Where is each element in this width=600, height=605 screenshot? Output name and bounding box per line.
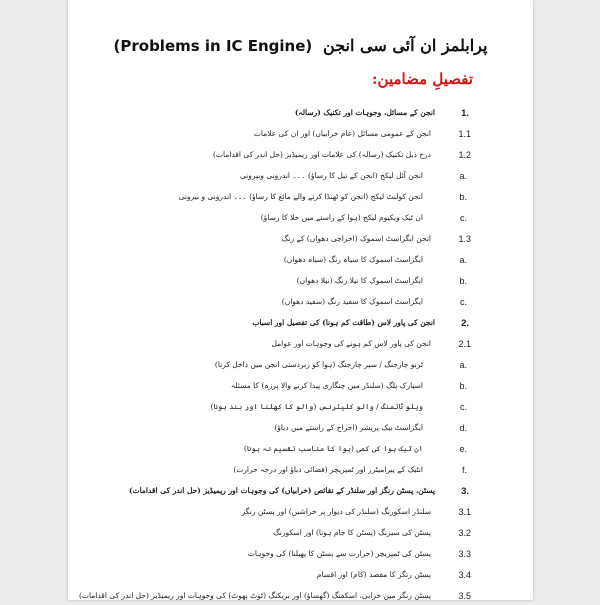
toc-entry <box>68 171 533 185</box>
toc-entry-title: پسٹن رنگز کا مقصد (کام) اور اقسام <box>316 570 431 579</box>
toc-entry-title: درج ذیل تکنیک (رسالہ) کی علامات اور ریمیڈیز (حل اندر کی اقدامات) <box>212 150 431 159</box>
toc-entry-number: 3.3 <box>458 549 471 559</box>
toc-entry-title: ایگزاسٹ اسموک کا نیلا رنگ (نیلا دھواں) <box>296 276 423 285</box>
toc-entry-number: 1.2 <box>458 150 471 160</box>
toc-entry-title: انجن کے مسائل، وجوہات اور تکنیک (رسالہ) <box>294 108 435 117</box>
toc-entry <box>68 423 533 437</box>
toc-entry-title: انجن کے عمومی مسائل (عام خرابیاں) اور ان کی علامات <box>253 129 431 138</box>
toc-entry-title: پسٹن، پسٹن رنگز اور سلنڈر کے نقائص (خرابیاں) کی وجوہات اور ریمیڈیز (حل اندر کی اقدامات) <box>128 486 435 495</box>
toc-entry-number: d. <box>459 423 467 433</box>
toc-entry-number: f. <box>461 465 467 475</box>
toc-entry-title: ان ٹیک ویکیوم لیکج (ہوا کے راستے میں خلا کا رساؤ) <box>260 213 423 222</box>
toc-entry-number: 1.3 <box>458 234 471 244</box>
toc-entry <box>68 444 533 458</box>
page-title-english: (Problems in IC Engine) <box>113 37 313 55</box>
toc-entry-number: c. <box>459 213 467 223</box>
toc-entry-title: ایگزاسٹ اسموک کا سیاہ رنگ (سیاہ دھواں) <box>283 255 423 264</box>
toc-entry <box>68 339 533 353</box>
toc-entry-number: 3.2 <box>458 528 471 538</box>
toc-entry-number: 3.1 <box>458 507 471 517</box>
toc-entry-number: 3.4 <box>458 570 471 580</box>
toc-entry-title: ان ٹیک ہوا کی کمی (ہوا کا مناسب تقسیم نہ ہونا) <box>243 444 423 453</box>
toc-entry <box>68 192 533 206</box>
toc-entry <box>68 591 533 605</box>
toc-entry <box>68 129 533 143</box>
toc-entry-title: ویلو ٹائمنگ / والو کلیئرنس (والو کا کھلنا اور بند ہونا) <box>210 402 423 411</box>
toc-entry-title: ٹربو چارجنگ / سپر چارجنگ (ہوا کو زبردستی انجن میں داخل کرنا) <box>214 360 423 369</box>
toc-entry-number: 3. <box>461 486 469 497</box>
toc-entry <box>68 402 533 416</box>
toc-entry <box>68 507 533 521</box>
toc-entry-number: e. <box>459 444 467 454</box>
toc-entry-number: c. <box>459 297 467 307</box>
toc-entry-number: 2.1 <box>458 339 471 349</box>
toc-entry-number: a. <box>459 360 467 370</box>
toc-entry-number: b. <box>459 381 467 391</box>
document-page <box>68 0 533 600</box>
toc-entry <box>68 360 533 374</box>
toc-entry-title: انجن کی پاور لاس کم ہونے کی وجوہات اور عوامل <box>271 339 431 348</box>
toc-entry-title: انجن ایگزاسٹ اسموک (اخراجی دھواں) کے رنگ <box>281 234 431 243</box>
toc-entry-title: انٹیک کے پیرامیٹرز اور ٹمپریچر (فضائی دباؤ اور درجہ حرارت) <box>233 465 423 474</box>
toc-entry-number: 2. <box>461 318 469 329</box>
toc-entry-title: انجن کی پاور لاس (طاقت کم ہونا) کی تفصیل اور اسباب <box>252 318 435 327</box>
toc-entry-title: ایگزاسٹ اسموک کا سفید رنگ (سفید دھواں) <box>281 297 423 306</box>
toc-entry-title: ایگزاسٹ بیک پریشر (اخراج کے راستے میں دباؤ) <box>274 423 423 432</box>
toc-entry-title: اسپارک پلگ (سلنڈر میں چنگاری پیدا کرنے والا پرزہ) کا مسئلہ <box>230 381 423 390</box>
toc-entry-title: پسٹن کی سیزنگ (پسٹن کا جام ہونا) اور اسکورنگ <box>273 528 431 537</box>
toc-entry-number: c. <box>459 402 467 412</box>
toc-entry-number: a. <box>459 171 467 181</box>
toc-entry <box>68 528 533 542</box>
toc-entry-title: پسٹن کی ٹمپریچر (حرارت سے پسٹن کا پھیلنا) کی وجوہات <box>247 549 431 558</box>
page-title <box>68 36 533 55</box>
toc-entry-number: b. <box>459 192 467 202</box>
toc-entry <box>68 297 533 311</box>
toc-entry-number: 3.5 <box>458 591 471 601</box>
toc-heading: تفصیلِ مضامین: <box>371 70 473 88</box>
toc-entry <box>68 108 533 122</box>
toc-entry <box>68 381 533 395</box>
page-title-urdu: پرابلمز ان آئی سی انجن <box>323 36 488 55</box>
toc-entry <box>68 213 533 227</box>
toc-entry <box>68 255 533 269</box>
toc-entry <box>68 276 533 290</box>
toc-entry-title: انجن آئل لیکج (انجن کے تیل کا رساؤ) ۔۔۔ اندرونی وبیرونی <box>239 171 423 180</box>
toc-entry-title: پسٹن رنگز میں خرابی، اسکفنگ (گھساؤ) اور بریکنگ (ٹوٹ پھوٹ) کی وجوہات اور ریمیڈیز (حل اندر کی اقدامات) <box>78 591 431 600</box>
toc-entry-number: 1. <box>461 108 469 119</box>
toc-entry-title: سلنڈر اسکورنگ (سلنڈر کی دیوار پر خراشیں) اور پسٹن رنگز <box>241 507 431 516</box>
toc-entry <box>68 570 533 584</box>
toc-entry <box>68 549 533 563</box>
toc-entry-title: انجن کولنٹ لیکج (انجن کو ٹھنڈا کرنے والے مائع کا رساؤ) ۔۔۔ اندرونی و بیرونی <box>178 192 423 201</box>
toc-entry-number: b. <box>459 276 467 286</box>
toc-entry <box>68 234 533 248</box>
toc-entry-number: 1.1 <box>458 129 471 139</box>
toc-entry <box>68 318 533 332</box>
toc-entry-number: a. <box>459 255 467 265</box>
toc-entry <box>68 150 533 164</box>
toc-entry <box>68 465 533 479</box>
toc-entry <box>68 486 533 500</box>
